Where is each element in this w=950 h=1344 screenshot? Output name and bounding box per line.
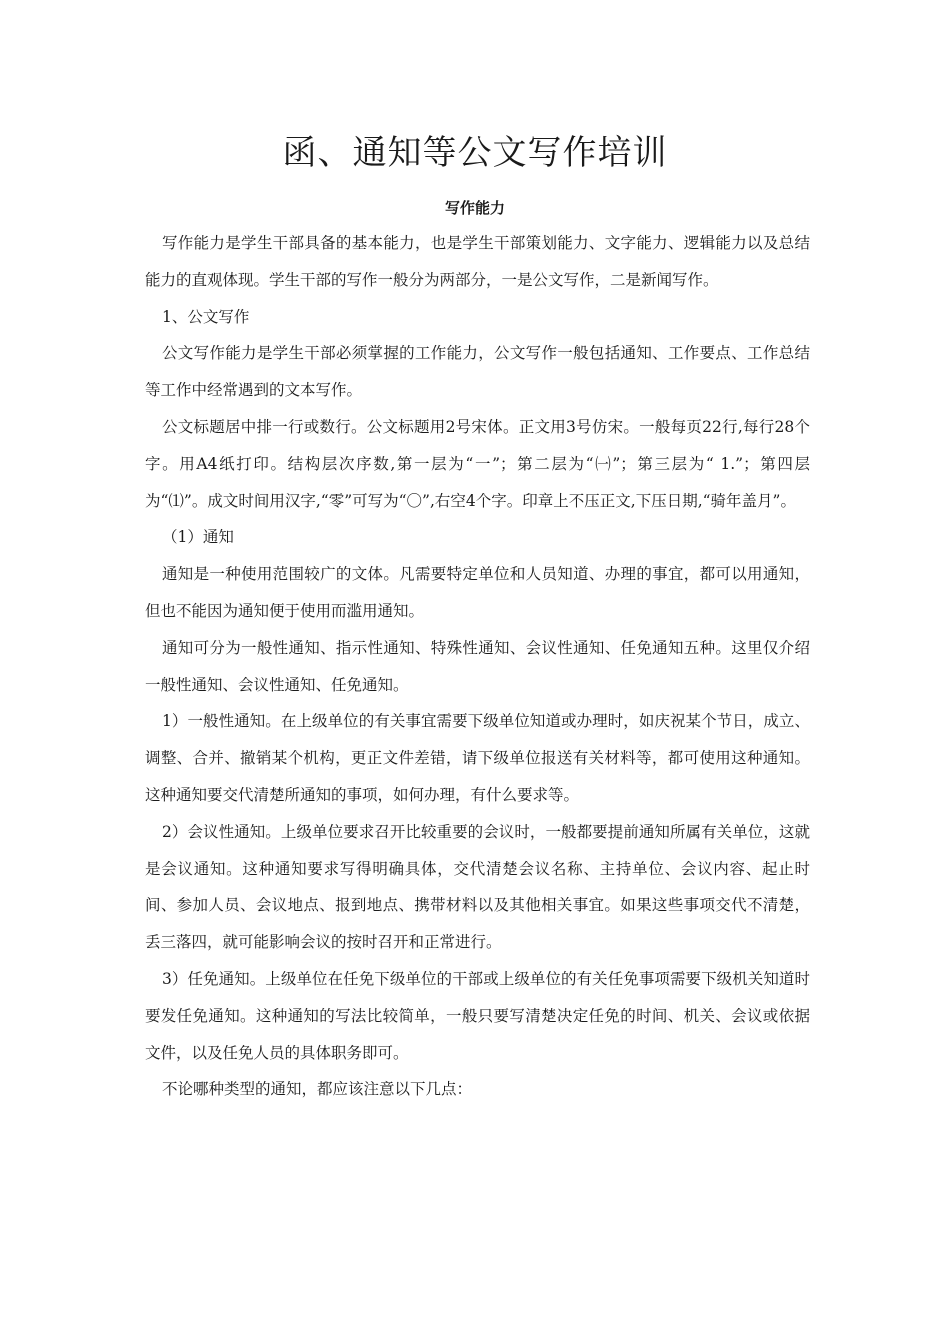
section-heading: 写作能力 — [444, 199, 505, 217]
heading-notice: （1）通知 — [162, 528, 234, 547]
document-body — [145, 225, 810, 1108]
paragraph-official-writing: 公文写作能力是学生干部必须掌握的工作能力，公文写作一般包括通知、工作要点、工作总结等工作中经常遇到的文本写作。 — [145, 344, 810, 400]
paragraph-format-rules: 公文标题居中排一行或数行。公文标题用2号宋体。正文用3号仿宋。一般每页22行,每行28个字。用A4纸打印。结构层次序数,第一层为“一”；第二层为“㈠”；第三层为“ 1.”；第四层为“⑴”。成文时间用汉字,“零”可写为“〇”,右空4个字。印章上不压正文,下压日期,“骑年盖月”。 — [145, 417, 810, 510]
paragraph-notes-lead: 不论哪种类型的通知，都应该注意以下几点： — [162, 1080, 473, 1099]
heading-official-writing: 1、公文写作 — [162, 307, 250, 326]
paragraph-appointment-notice: 3）任免通知。上级单位在任免下级单位的干部或上级单位的有关任免事项需要下级机关知道时要发任免通知。这种通知的写法比较简单，一般只要写清楚决定任免的时间、机关、会议或依据文件，以及任免人员的具体职务即可。 — [145, 969, 810, 1062]
paragraph-general-notice: 1）一般性通知。在上级单位的有关事宜需要下级单位知道或办理时，如庆祝某个节日，成立、调整、合并、撤销某个机构，更正文件差错，请下级单位报送有关材料等，都可使用这种通知。这种通知要交代清楚所通知的事项，如何办理，有什么要求等。 — [145, 712, 810, 804]
paragraph-notice-definition: 通知是一种使用范围较广的文体。凡需要特定单位和人员知道、办理的事宜，都可以用通知，但也不能因为通知便于使用而滥用通知。 — [145, 565, 810, 620]
paragraph-notice-types: 通知可分为一般性通知、指示性通知、特殊性通知、会议性通知、任免通知五种。这里仅介绍一般性通知、会议性通知、任免通知。 — [145, 638, 810, 694]
paragraph-intro: 写作能力是学生干部具备的基本能力，也是学生干部策划能力、文字能力、逻辑能力以及总结能力的直观体现。学生干部的写作一般分为两部分，一是公文写作，二是新闻写作。 — [145, 234, 810, 289]
document-title: 函、通知等公文写作培训 — [282, 133, 668, 173]
paragraph-meeting-notice: 2）会议性通知。上级单位要求召开比较重要的会议时，一般都要提前通知所属有关单位，这就是会议通知。这种通知要求写得明确具体，交代清楚会议名称、主持单位、会议内容、起止时间、参加人员、会议地点、报到地点、携带材料以及其他相关事宜。如果这些事项交代不清楚，丢三落四，就可能影响会议的按时召开和正常进行。 — [145, 822, 810, 952]
